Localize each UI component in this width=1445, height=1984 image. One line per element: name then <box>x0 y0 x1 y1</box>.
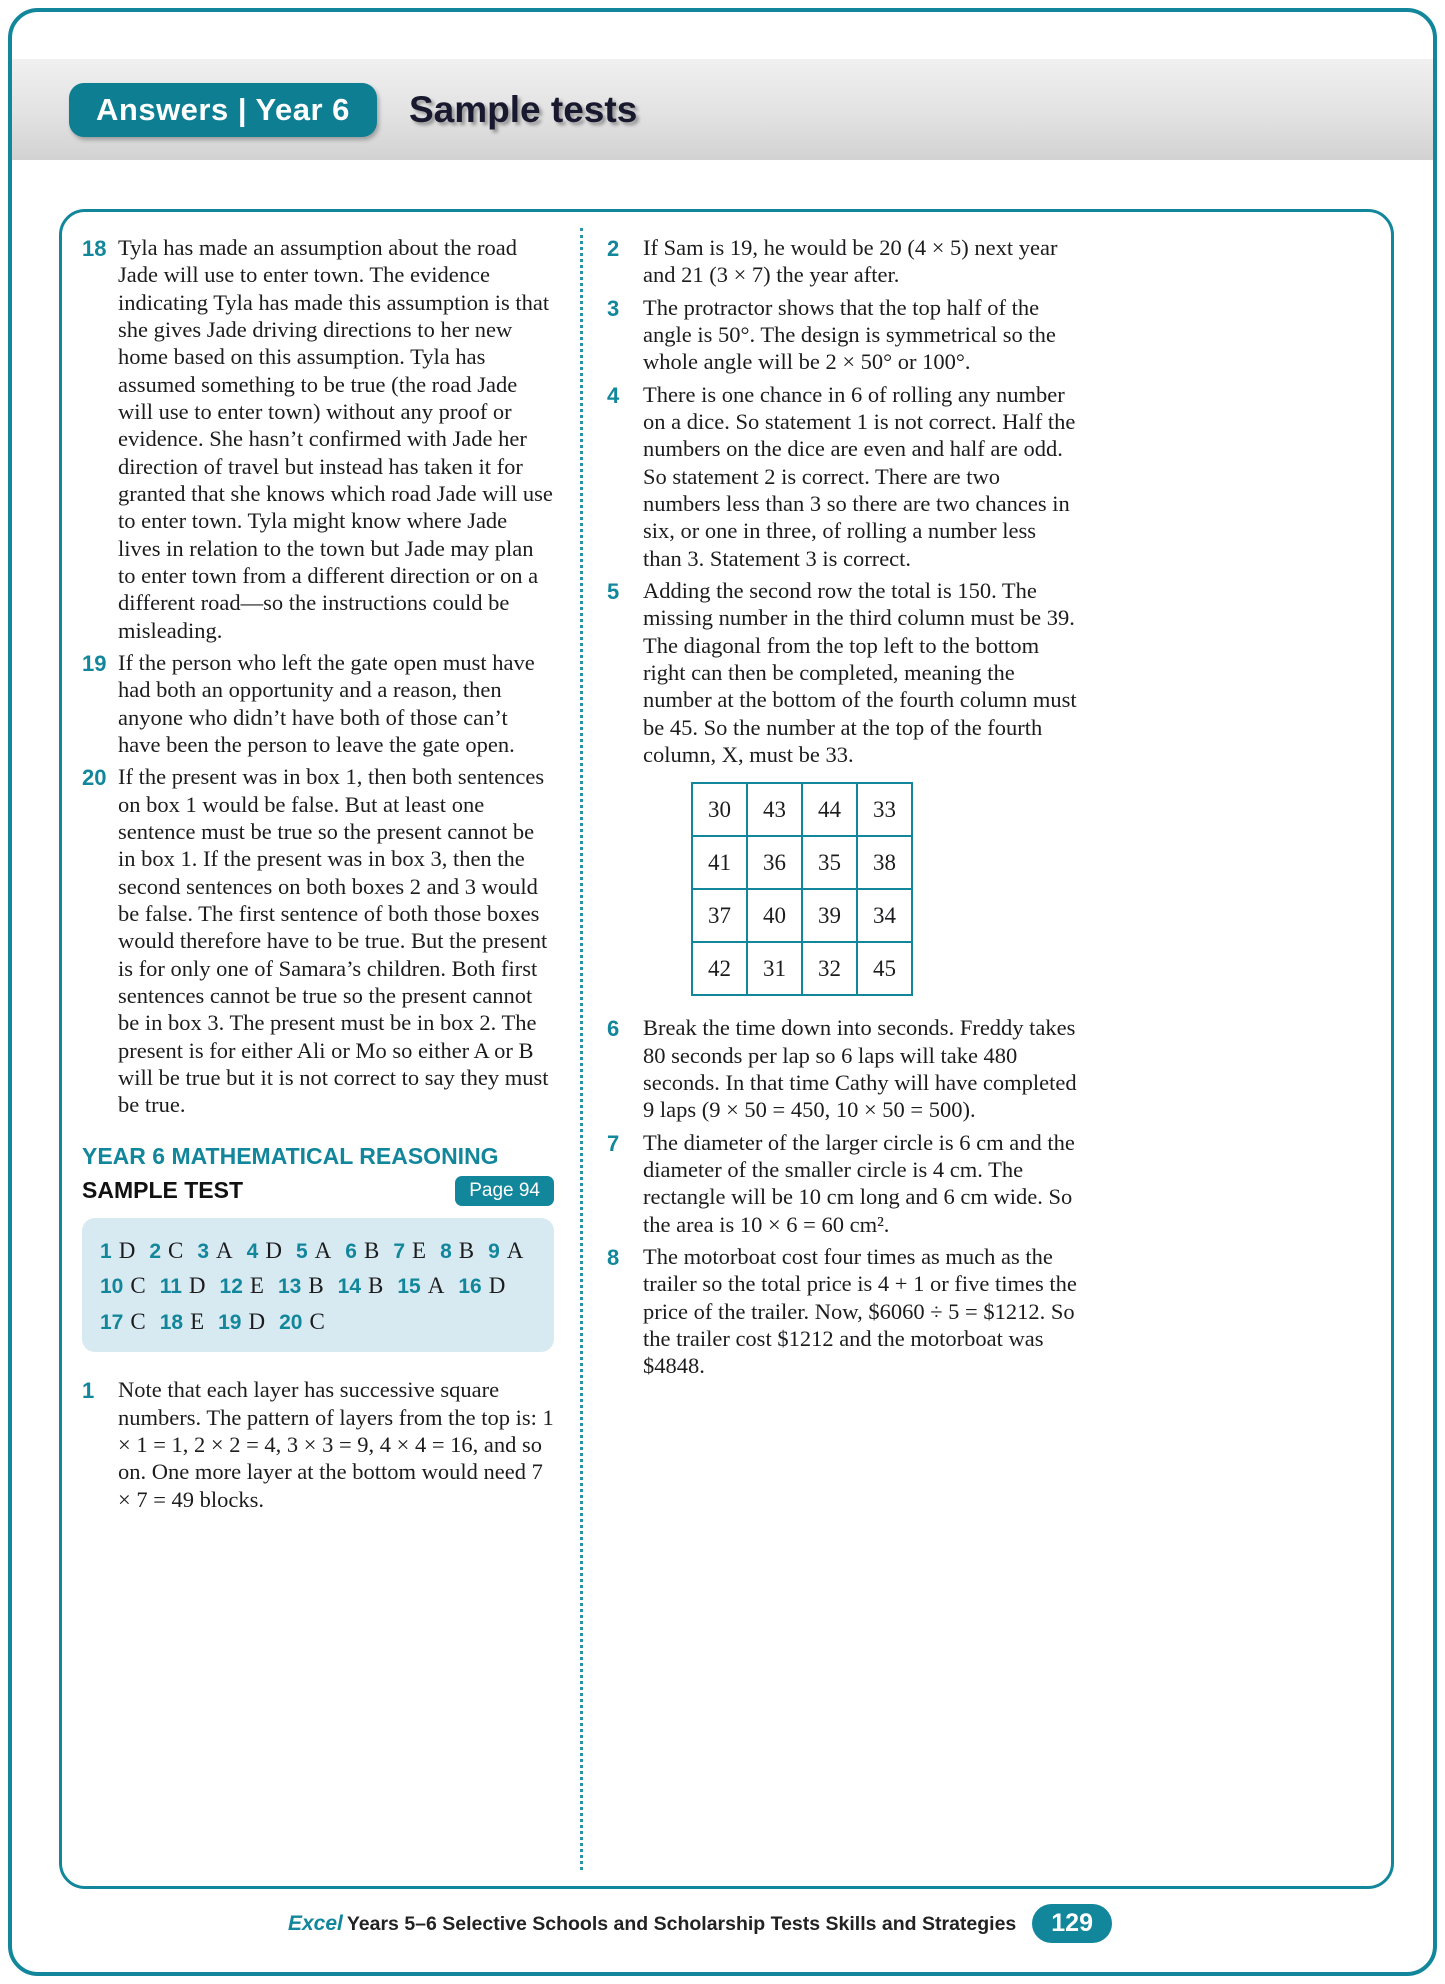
answer-key-number: 7 <box>393 1239 405 1263</box>
answer-key-letter: E <box>249 1273 264 1299</box>
book-page-frame <box>8 8 1437 1976</box>
answer-key-number: 15 <box>397 1275 421 1299</box>
answer-key-pair <box>397 1268 444 1304</box>
answer-key-letter: D <box>118 1237 136 1263</box>
answer-key-pair <box>218 1304 265 1340</box>
table-cell: 33 <box>857 783 912 836</box>
answer-item-20 <box>82 763 554 1118</box>
answer-key-pair <box>278 1268 324 1304</box>
answer-item-text: Adding the second row the total is 150. The missing number in the third column must be 39. The diagonal from the top left to the bottom right can then be completed, meaning the number at the bottom of the fourth column must be 45. So the number at the top of the fourth column, X, must be 33. <box>643 577 1077 767</box>
table-cell: 37 <box>692 889 747 942</box>
answer-key-letter: B <box>458 1237 475 1263</box>
answer-item-number: 19 <box>82 650 107 676</box>
table-cell: 43 <box>747 783 802 836</box>
answer-item-number: 6 <box>607 1016 620 1042</box>
header-brand-lozenge: Answers | Year 6 <box>69 83 377 137</box>
answer-key-pair <box>345 1233 379 1269</box>
answer-key-letter: D <box>248 1308 266 1334</box>
section-heading: YEAR 6 MATHEMATICAL REASONING <box>82 1142 499 1169</box>
page-reference-badge: Page 94 <box>455 1176 554 1206</box>
answer-key-pair <box>220 1268 264 1304</box>
answer-item-text: If the present was in box 1, then both sentences on box 1 would be false. But at least one sentence must be true so the present cannot be in box 1. If the present was in box 3, then the second sentences on both boxes 2 and 3 would be false. The first sentence of both those boxes would therefore have to be true. But the present is for only one of Samara’s children. Both first sentences cannot be true so the present cannot be in box 3. The present must be in box 2. The present is for either Ali or Mo so either A or B will be true but it is not correct to say they must be true. <box>118 764 549 1118</box>
answer-item-number: 5 <box>607 578 620 604</box>
answer-key-pair <box>247 1233 282 1269</box>
answer-key-pair <box>160 1268 206 1304</box>
answer-key-letter: C <box>168 1237 184 1263</box>
answer-item-number: 20 <box>82 765 107 791</box>
footer-book-title <box>288 1912 1016 1936</box>
answer-key-letter: B <box>363 1237 380 1263</box>
table-cell: 31 <box>747 942 802 995</box>
answer-key-pair <box>160 1304 204 1340</box>
answer-item-number: 8 <box>607 1244 620 1270</box>
answer-key-letter: E <box>412 1237 427 1263</box>
answer-item-number: 7 <box>607 1130 620 1156</box>
answer-key-letter: C <box>309 1308 325 1334</box>
answer-item-text: Break the time down into seconds. Freddy takes 80 seconds per lap so 6 laps will take 480 seconds. In that time Cathy will have completed 9 laps (9 × 50 = 450, 10 × 50 = 500). <box>643 1015 1077 1123</box>
answer-key-pair <box>440 1233 474 1269</box>
answer-key-pair <box>197 1233 232 1269</box>
answer-item-number: 3 <box>607 295 620 321</box>
explanation-item-7 <box>607 1129 1077 1238</box>
table-cell: 44 <box>802 783 857 836</box>
answer-key-number: 13 <box>277 1275 302 1299</box>
explanation-item-3 <box>607 294 1077 376</box>
table-cell: 40 <box>747 889 802 942</box>
answer-key-number: 1 <box>100 1239 112 1263</box>
explanation-item-2 <box>607 234 1077 289</box>
answer-key-number: 4 <box>246 1239 259 1263</box>
table-cell: 39 <box>802 889 857 942</box>
answer-item-text: Tyla has made an assumption about the road Jade will use to enter town. The evidence indicating Tyla has made this assumption is that she gives Jade driving directions to her new home based on this assumption. Tyla has assumed something to be true (the road Jade will use to enter town) without any proof or evidence. She hasn’t confirmed with Jade her direction of travel but instead has taken it for granted that she knows which road Jade will use to enter town. Tyla might know where Jade lives in relation to the town but Jade may plan to enter town from a different direction or on a different road—so the instructions could be misleading. <box>118 235 553 643</box>
answer-key-number: 9 <box>488 1239 500 1263</box>
table-row <box>692 889 912 942</box>
answer-item-number: 18 <box>82 236 107 261</box>
answer-key-letter: C <box>130 1273 146 1299</box>
explanation-item-4 <box>607 381 1077 572</box>
answer-key-pair <box>100 1233 135 1269</box>
footer-title-text: Years 5–6 Selective Schools and Scholarship Tests Skills and Strategies <box>346 1912 1017 1935</box>
answer-item-number: 1 <box>82 1378 95 1404</box>
answer-item-text: The motorboat cost four times as much as the trailer so the total price is 4 + 1 or five times the price of the trailer. Now, $6060 ÷ 5 = $1212. So the trailer cost $1212 and the motorboat was $4848. <box>643 1243 1077 1379</box>
answer-item-text: The diameter of the larger circle is 6 cm and the diameter of the smaller circle is 4 cm. The rectangle will be 10 cm long and 6 cm wide. So the area is 10 × 6 = 60 cm². <box>643 1129 1075 1237</box>
table-cell: 38 <box>857 836 912 889</box>
explanation-item-1 <box>82 1376 554 1513</box>
table-cell: 45 <box>857 942 912 995</box>
answer-key-letter: B <box>368 1273 384 1299</box>
table-row <box>692 783 912 836</box>
answer-key-pair <box>149 1233 183 1269</box>
table-cell: 42 <box>692 942 747 995</box>
answer-key-letter: D <box>188 1273 206 1299</box>
answer-key-number: 8 <box>440 1239 452 1263</box>
answer-item-text: There is one chance in 6 of rolling any number on a dice. So statement 1 is not correct. Half the numbers on the dice are even and half are odd. So statement 2 is correct. There are two numbers less than 3 so there are two chances in six, or one in three, of rolling a number less than 3. Statement 3 is correct. <box>643 381 1076 571</box>
table-cell: 34 <box>857 889 912 942</box>
answer-key-number: 12 <box>219 1275 243 1299</box>
answer-item-text: If the person who left the gate open must have had both an opportunity and a reason, then anyone who didn’t have both of those can’t have been the person to leave the gate open. <box>118 649 535 757</box>
answer-key-pair <box>279 1304 325 1340</box>
answer-key-pair <box>100 1268 146 1304</box>
page-title: Sample tests <box>409 89 638 130</box>
answer-key-letter: D <box>265 1237 282 1263</box>
explanation-item-8 <box>607 1243 1077 1380</box>
answer-key-letter: A <box>427 1273 445 1299</box>
footer-brand: Excel <box>287 1911 343 1935</box>
answer-key-number: 20 <box>279 1310 303 1334</box>
left-column <box>82 228 554 1870</box>
answer-key-letter: A <box>216 1237 233 1263</box>
table-cell: 36 <box>747 836 802 889</box>
table-cell: 32 <box>802 942 857 995</box>
answer-key-letter: A <box>506 1237 524 1263</box>
answer-key-number: 18 <box>159 1310 184 1334</box>
answer-key-pair <box>488 1233 523 1269</box>
page-number-badge: 129 <box>1032 1904 1112 1943</box>
explanation-item-5 <box>607 577 1077 768</box>
answer-key-pair <box>338 1268 384 1304</box>
answer-item-text: Note that each layer has successive square numbers. The pattern of layers from the top is: 1 × 1 = 1, 2 × 2 = 4, 3 × 3 = 9, 4 × 4 = 16, and so on. One more layer at the bottom would need 7 × 7 = 49 blocks. <box>118 1377 554 1512</box>
answer-key-letter: B <box>308 1273 324 1299</box>
answer-key-number: 17 <box>100 1310 124 1334</box>
answer-key-letter: D <box>488 1273 506 1299</box>
table-row <box>692 836 912 889</box>
content-columns <box>62 212 1391 1886</box>
answer-key-letter: A <box>314 1237 332 1263</box>
answer-key-pair <box>458 1268 505 1304</box>
table-cell: 35 <box>802 836 857 889</box>
answer-key-number: 6 <box>345 1239 357 1263</box>
section-subheading: SAMPLE TEST <box>82 1177 244 1203</box>
answer-key-number: 11 <box>159 1275 182 1299</box>
magic-square-table <box>691 782 913 996</box>
answer-item-number: 4 <box>607 382 620 408</box>
answer-key-number: 16 <box>458 1275 482 1299</box>
answer-item-text: If Sam is 19, he would be 20 (4 × 5) next year and 21 (3 × 7) the year after. <box>643 235 1058 288</box>
answer-key-pair <box>296 1233 331 1269</box>
answer-key-letter: E <box>190 1308 205 1334</box>
answer-key-number: 5 <box>295 1239 308 1263</box>
answer-item-19 <box>82 649 554 758</box>
header-band <box>12 59 1433 160</box>
answer-key-box <box>82 1218 554 1353</box>
explanation-item-6 <box>607 1014 1077 1123</box>
answer-key-number: 3 <box>197 1239 210 1263</box>
section-subheading-row <box>82 1176 554 1206</box>
answer-key-number: 14 <box>337 1275 362 1299</box>
answer-key-pair <box>393 1233 426 1269</box>
table-row <box>692 942 912 995</box>
page-footer <box>12 1904 1112 1943</box>
table-cell: 41 <box>692 836 747 889</box>
answer-key-number: 19 <box>218 1310 242 1334</box>
answer-key-pair <box>100 1304 146 1340</box>
answer-item-number: 2 <box>607 236 620 261</box>
answer-key-letter: C <box>130 1308 146 1334</box>
right-column <box>583 228 1077 1870</box>
answer-item-18 <box>82 234 554 644</box>
answer-key-number: 10 <box>100 1275 124 1299</box>
table-cell: 30 <box>692 783 747 836</box>
answer-item-text: The protractor shows that the top half of the angle is 50°. The design is symmetrical so the whole angle will be 2 × 50° or 100°. <box>643 294 1056 375</box>
content-panel <box>59 209 1394 1889</box>
answer-key-number: 2 <box>149 1239 161 1263</box>
